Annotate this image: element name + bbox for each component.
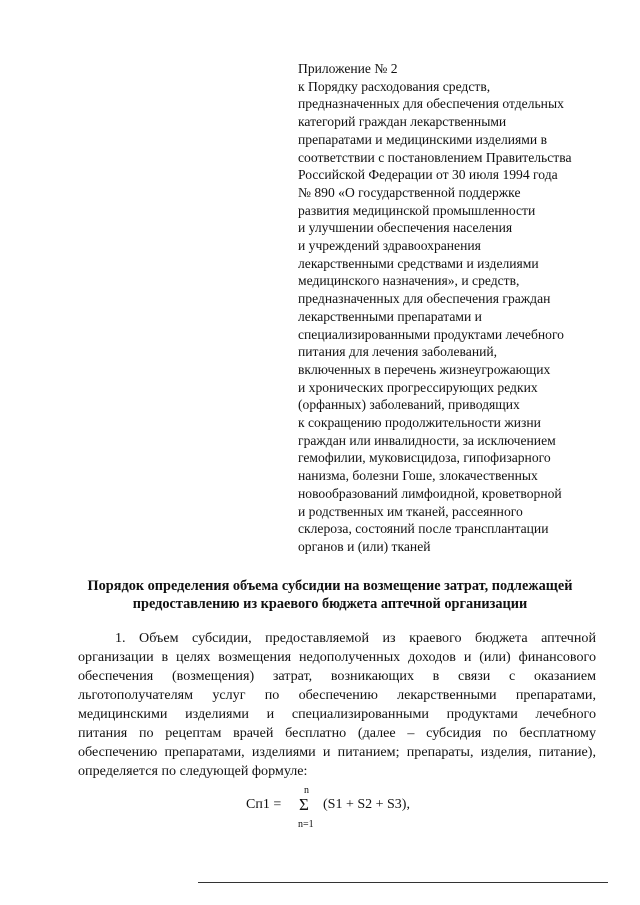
appendix-line: к Порядку расходования средств, [298,78,491,94]
appendix-line: нанизма, болезни Гоше, злокачественных [298,468,538,484]
title-line: Порядок определения объема субсидии на возмещение затрат, подлежащей [87,578,573,594]
paragraph-line: питания по рецептам врачей бесплатно (далее – субсидия по бесплатному [78,725,596,741]
appendix-line: и учреждений здравоохранения [298,238,481,254]
appendix-line: предназначенных для обеспечения отдельных [298,96,564,112]
paragraph-line: льготополучателям услуг по обеспечению лекарственными препаратами, [78,687,596,703]
appendix-line: к сокращению продолжительности жизни [298,415,541,431]
paragraph-line: медицинскими изделиями и специализированными продуктами лечебного [78,706,596,722]
appendix-line: № 890 «О государственной поддержке [298,184,521,200]
paragraph-line: обеспечения (возмещения) затрат, возникающих в связи с оказанием [78,668,596,684]
sum-lower-limit: n=1 [298,819,314,830]
footer-divider [198,882,608,883]
appendix-line: и родственных им тканей, рассеянного [298,503,523,519]
appendix-line: новообразований лимфоидной, кроветворной [298,485,562,501]
sum-upper-limit: n [304,785,309,796]
appendix-line: соответствии с постановлением Правительства [298,149,572,165]
formula-lhs: Cп1 = [246,797,282,812]
formula-rhs: (S1 + S2 + S3), [323,797,410,812]
appendix-line: препаратами и медицинскими изделиями в [298,131,547,147]
appendix-line: гемофилии, муковисцидоза, гипофизарного [298,450,551,466]
appendix-line: Российской Федерации от 30 июля 1994 года [298,167,558,183]
appendix-line: и хронических прогрессирующих редких [298,379,538,395]
appendix-line: органов и (или) тканей [298,538,431,554]
appendix-line: питания для лечения заболеваний, [298,344,498,360]
appendix-line: и улучшении обеспечения населения [298,220,513,236]
appendix-line: граждан или инвалидности, за исключением [298,432,556,448]
sum-symbol: Σ [299,795,309,814]
paragraph-line: обеспечению препаратами, изделиями и питанием; препараты, изделия, питание), [78,744,596,760]
appendix-line: медицинского назначения», и средств, [298,273,520,289]
appendix-line: склероза, состояний после трансплантации [298,521,549,537]
paragraph-line: 1. Объем субсидии, предоставляемой из краевого бюджета аптечной [115,630,596,646]
appendix-line: лекарственными средствами и изделиями [298,255,539,271]
title-line: предоставлению из краевого бюджета аптечной организации [132,596,528,612]
appendix-line: категорий граждан лекарственными [298,114,507,130]
paragraph-line: определяется по следующей формуле: [78,763,308,779]
appendix-line: включенных в перечень жизнеугрожающих [298,361,551,377]
appendix-line: Приложение № 2 [298,61,398,76]
paragraph-line: организации в целях возмещения недополученных доходов и (или) финансового [78,649,596,665]
appendix-line: развития медицинской промышленности [298,202,536,218]
appendix-line: специализированными продуктами лечебного [298,326,564,342]
appendix-line: лекарственными препаратами и [298,308,482,324]
appendix-line: предназначенных для обеспечения граждан [298,291,551,307]
appendix-line: (орфанных) заболеваний, приводящих [298,397,520,413]
